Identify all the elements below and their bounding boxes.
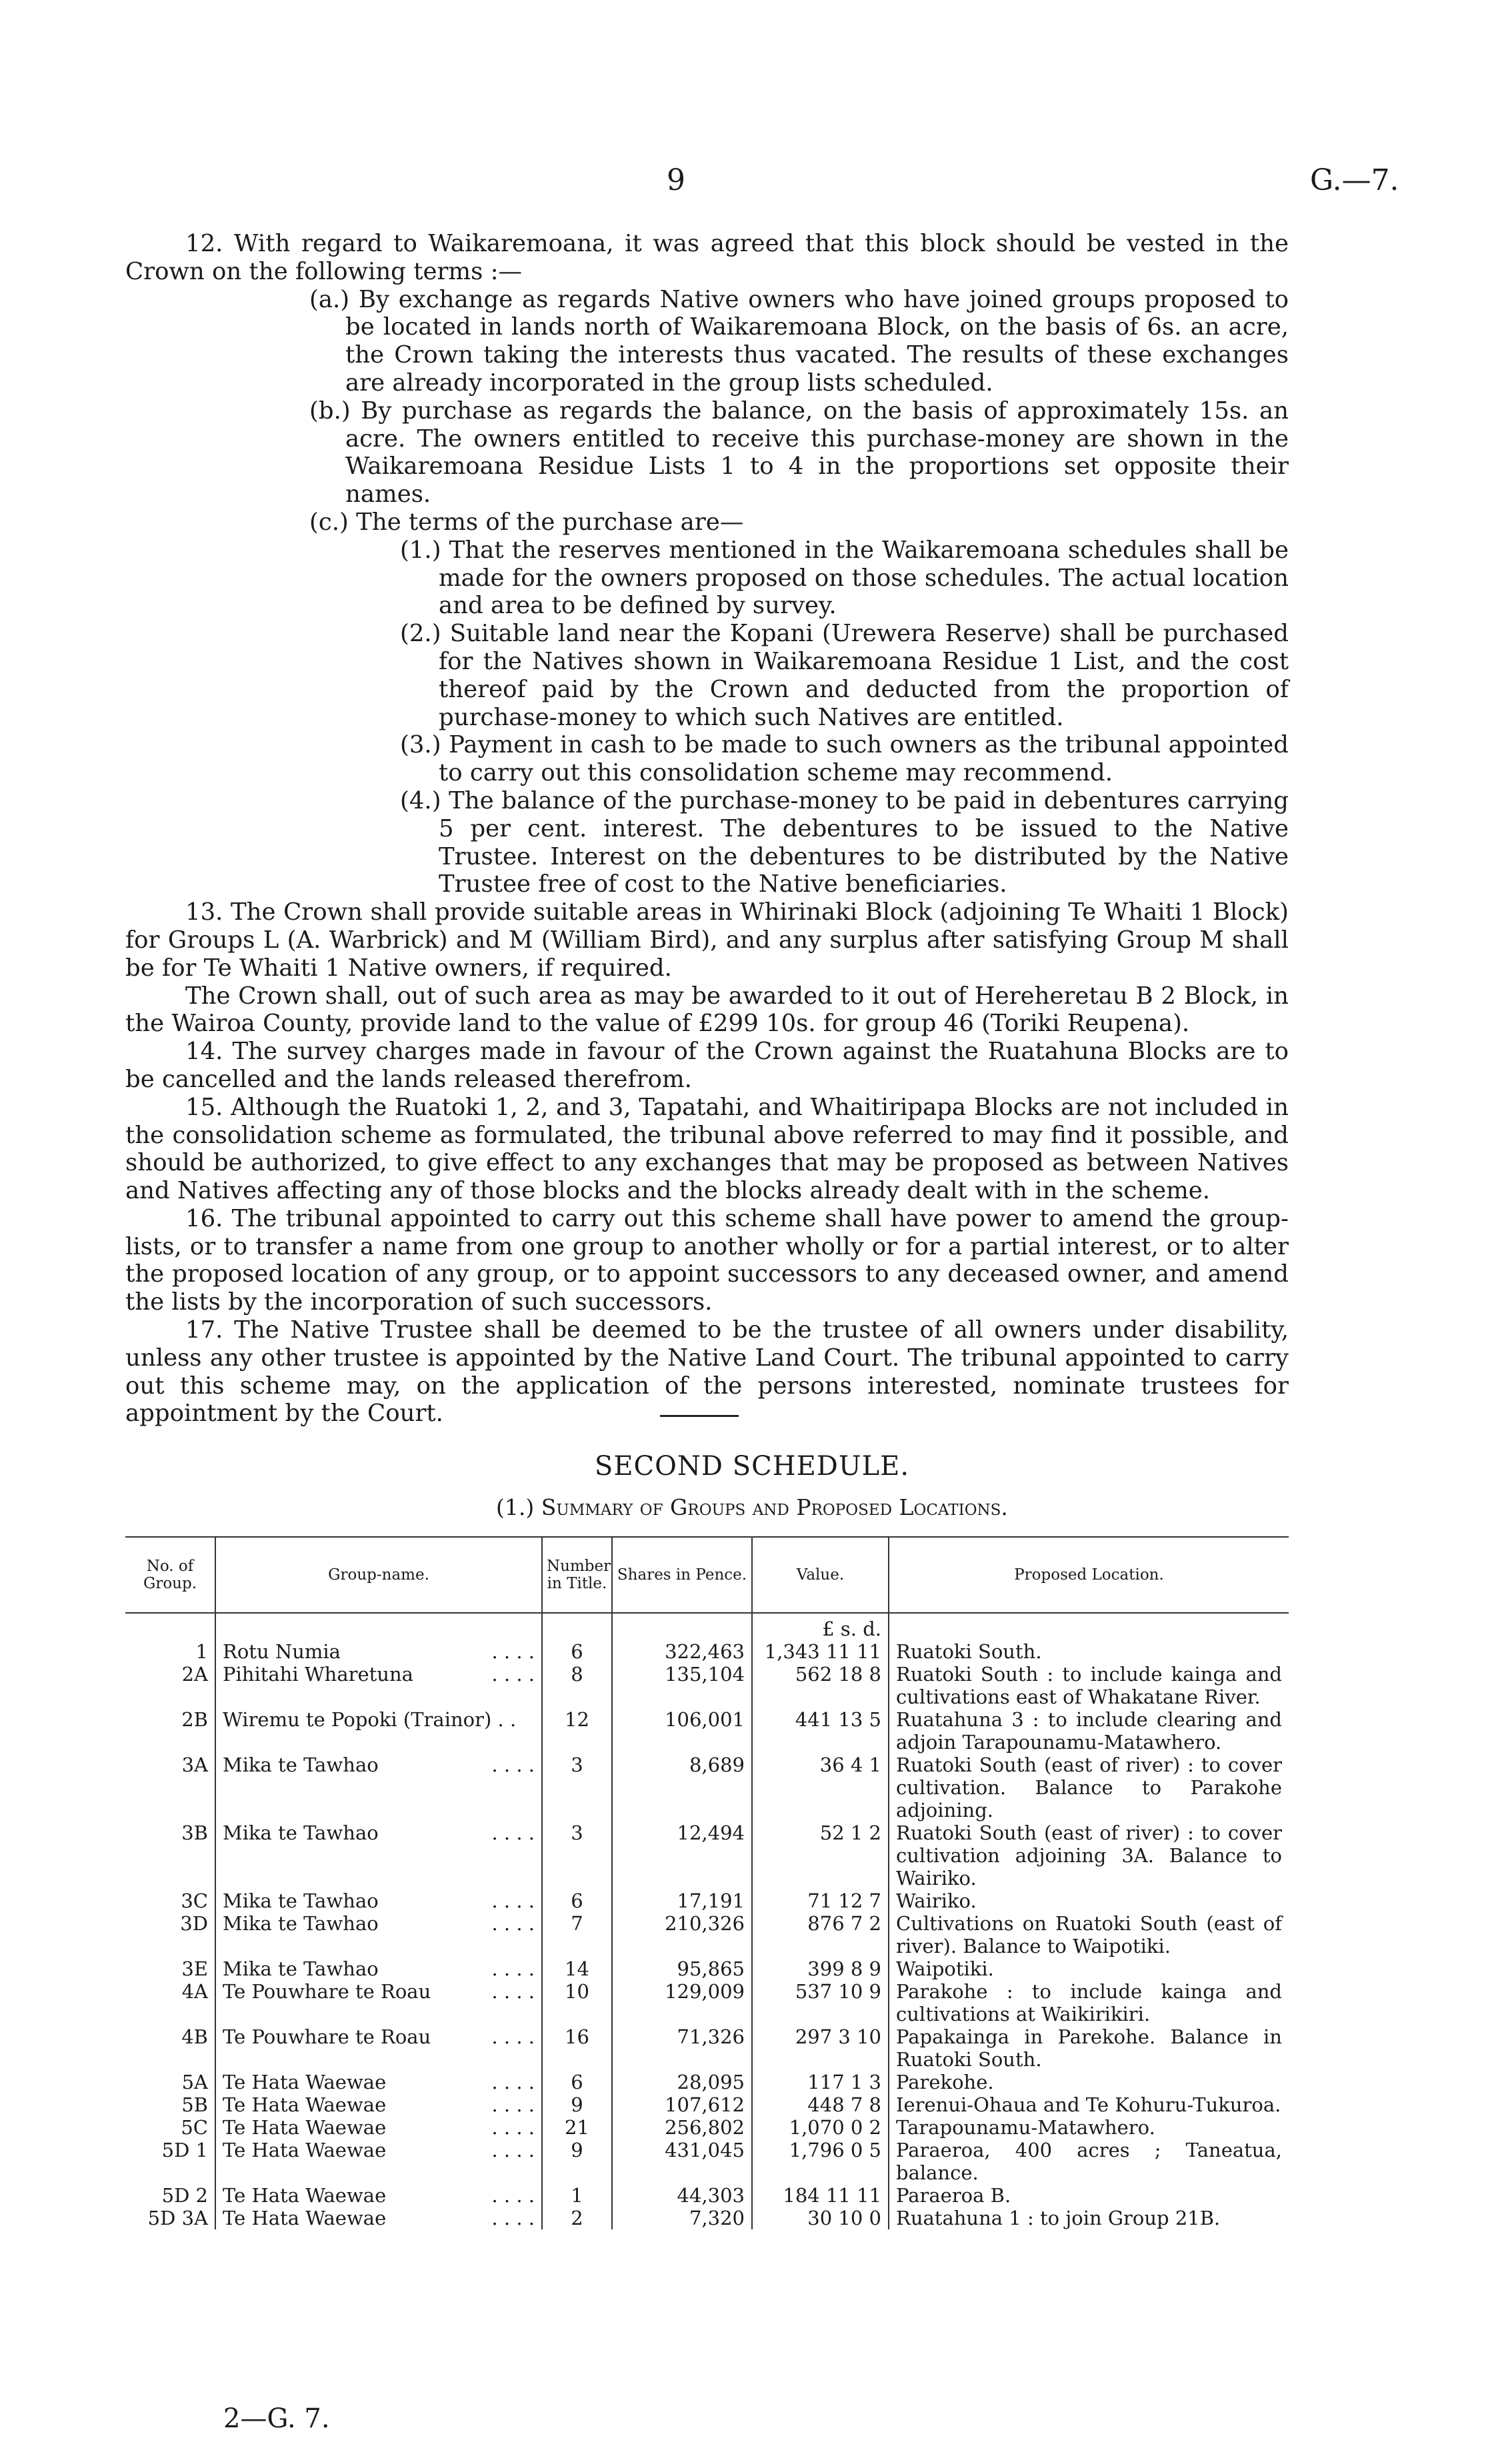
- proposed-location: Wairiko.: [896, 1889, 977, 1912]
- number-in-title-cell: [542, 1980, 612, 2025]
- group-name-cell: [215, 1889, 542, 1912]
- footer-signature-code: 2—G. 7.: [223, 2403, 330, 2434]
- proposed-location-cell: [889, 2093, 1289, 2116]
- shares-in-pence-cell: [612, 2139, 752, 2184]
- number-in-title-cell: [542, 1708, 612, 1754]
- paragraph-16: 16. The tribunal appointed to carry out this scheme shall have power to amend the group-lists, or to transfer a name from one group to another wholly or for a partial interest, or to alter the proposed location of any group, or to appoint successors to any deceased owner, and amend the lists by the incorporation of such successors.: [125, 1204, 1289, 1316]
- proposed-location: Paraeroa B.: [896, 2184, 1011, 2207]
- table-row: [125, 1754, 1289, 1822]
- number-in-title-cell: [542, 2116, 612, 2139]
- paragraph-14: 14. The survey charges made in favour of the Crown against the Ruatahuna Blocks are to be cancelled and the lands released therefrom.: [125, 1038, 1289, 1093]
- table-row: [125, 2093, 1289, 2116]
- table-row: [125, 1822, 1289, 1889]
- value-cell: [752, 1640, 889, 1663]
- proposed-location-cell: [889, 1640, 1289, 1663]
- group-name: Wiremu te Popoki (Trainor) . .: [223, 1708, 517, 1731]
- value-cell: [752, 1754, 889, 1822]
- shares-in-pence: 7,320: [689, 2207, 745, 2229]
- table-row: [125, 2071, 1289, 2093]
- leader-dots: . . . .: [491, 2184, 535, 2207]
- proposed-location: Cultivations on Ruatoki South (east of river). Balance to Waipotiki.: [896, 1912, 1282, 1957]
- number-in-title: 7: [571, 1912, 583, 1935]
- proposed-location: Paraeroa, 400 acres ; Taneatua, balance.: [896, 2139, 1282, 2184]
- table-row: [125, 2184, 1289, 2207]
- number-in-title: 6: [571, 2071, 583, 2093]
- shares-in-pence: 322,463: [665, 1640, 745, 1663]
- paragraph-12: 12. With regard to Waikaremoana, it was agreed that this block should be vested in the Crown on the following terms :—: [125, 230, 1289, 285]
- schedule-title: SECOND SCHEDULE.: [594, 1451, 910, 1482]
- value-cell: [752, 1889, 889, 1912]
- value-units: £ s. d.: [752, 1613, 889, 1640]
- value: 117 1 3: [807, 2071, 881, 2093]
- group-name: Te Hata Waewae: [223, 2116, 387, 2139]
- proposed-location-cell: [889, 1822, 1289, 1889]
- group-no-cell: [125, 1822, 215, 1889]
- paragraph-15: 15. Although the Ruatoki 1, 2, and 3, Tapatahi, and Whaitiripapa Blocks are not included in the consolidation scheme as formulated, the tribunal above referred to may find it possible, and should be authorized, to give effect to any exchanges that may be proposed as between Natives and Natives affecting any of those blocks and the blocks already dealt with in the scheme.: [125, 1093, 1289, 1205]
- value: 1,343 11 11: [764, 1640, 881, 1663]
- number-in-title: 16: [565, 2025, 589, 2048]
- shares-in-pence-cell: [612, 1822, 752, 1889]
- group-name-cell: [215, 2139, 542, 2184]
- group-name-cell: [215, 1912, 542, 1957]
- group-name: Te Hata Waewae: [223, 2184, 387, 2207]
- shares-in-pence-cell: [612, 2184, 752, 2207]
- shares-in-pence: 44,303: [677, 2184, 745, 2207]
- shares-in-pence: 106,001: [665, 1708, 745, 1731]
- number-in-title: 14: [565, 1957, 589, 1980]
- value: 71 12 7: [807, 1889, 881, 1912]
- leader-dots: . . . .: [491, 1754, 535, 1776]
- leader-dots: . . . .: [491, 1980, 535, 2003]
- table-header-row: [125, 1537, 1289, 1613]
- shares-in-pence-cell: [612, 2093, 752, 2116]
- group-no: 5B: [181, 2093, 208, 2116]
- paragraph-12-c-4: (4.) The balance of the purchase-money to be paid in debentures carrying 5 per cent. interest. The debentures to be issued to the Native Trustee. Interest on the debentures to be distributed by the Native Trustee free of cost to the Native beneficiaries.: [400, 786, 1289, 898]
- header-number-in-title: Number in Title.: [542, 1537, 612, 1613]
- paragraph-12-c-3: (3.) Payment in cash to be made to such owners as the tribunal appointed to carry out this consolidation scheme may recommend.: [400, 731, 1289, 787]
- shares-in-pence-cell: [612, 2207, 752, 2229]
- group-no-cell: [125, 1754, 215, 1822]
- shares-in-pence-cell: [612, 1980, 752, 2025]
- proposed-location: Ruatoki South : to include kainga and cultivations east of Whakatane River.: [896, 1663, 1282, 1708]
- number-in-title-cell: [542, 1912, 612, 1957]
- number-in-title-cell: [542, 2071, 612, 2093]
- group-no-cell: [125, 1957, 215, 1980]
- group-no-cell: [125, 2093, 215, 2116]
- group-no: 1: [195, 1640, 208, 1663]
- header-group-name: Group-name.: [215, 1537, 542, 1613]
- leader-dots: . . . .: [491, 2071, 535, 2093]
- group-name-cell: [215, 1754, 542, 1822]
- proposed-location-cell: [889, 1912, 1289, 1957]
- shares-in-pence: 210,326: [665, 1912, 745, 1935]
- group-name-cell: [215, 1708, 542, 1754]
- value-cell: [752, 2093, 889, 2116]
- proposed-location-cell: [889, 1754, 1289, 1822]
- paragraph-13-b: The Crown shall, out of such area as may be awarded to it out of Hereheretau B 2 Block, in the Wairoa County, provide land to the value of £299 10s. for group 46 (Toriki Reupena).: [125, 982, 1289, 1038]
- proposed-location: Tarapounamu-Matawhero.: [896, 2116, 1155, 2139]
- group-name: Mika te Tawhao: [223, 1889, 379, 1912]
- proposed-location: Parakohe : to include kainga and cultivations at Waikirikiri.: [896, 1980, 1282, 2025]
- shares-in-pence-cell: [612, 1708, 752, 1754]
- value: 537 10 9: [795, 1980, 881, 2003]
- group-name-cell: [215, 2071, 542, 2093]
- table-row: [125, 2116, 1289, 2139]
- table-row: [125, 1912, 1289, 1957]
- number-in-title: 3: [571, 1822, 583, 1844]
- number-in-title: 6: [571, 1889, 583, 1912]
- group-no-cell: [125, 2116, 215, 2139]
- group-name: Te Hata Waewae: [223, 2139, 387, 2161]
- proposed-location: Papakainga in Parekohe. Balance in Ruatoki South.: [896, 2025, 1282, 2071]
- header-shares: Shares in Pence.: [612, 1537, 752, 1613]
- group-name: Mika te Tawhao: [223, 1754, 379, 1776]
- proposed-location: Ruatoki South.: [896, 1640, 1042, 1663]
- paragraph-12-c-1: (1.) That the reserves mentioned in the Waikaremoana schedules shall be made for the owners proposed on those schedules. The actual location and area to be defined by survey.: [400, 536, 1289, 620]
- group-name: Te Hata Waewae: [223, 2071, 387, 2093]
- paragraph-12-c-2: (2.) Suitable land near the Kopani (Urewera Reserve) shall be purchased for the Natives shown in Waikaremoana Residue 1 List, and the cost thereof paid by the Crown and deducted from the proportion of purchase-money to which such Natives are entitled.: [400, 620, 1289, 731]
- shares-in-pence-cell: [612, 2071, 752, 2093]
- shares-in-pence: 12,494: [677, 1822, 745, 1844]
- group-name-cell: [215, 2207, 542, 2229]
- number-in-title-cell: [542, 2093, 612, 2116]
- group-no: 3B: [181, 1822, 208, 1844]
- number-in-title: 2: [571, 2207, 583, 2229]
- group-no-cell: [125, 1640, 215, 1663]
- document-reference: G.—7.: [1310, 163, 1399, 197]
- proposed-location: Waipotiki.: [896, 1957, 994, 1980]
- group-no-cell: [125, 1663, 215, 1708]
- proposed-location: Ruatahuna 3 : to include clearing and adjoin Tarapounamu-Matawhero.: [896, 1708, 1282, 1754]
- table-row: [125, 1640, 1289, 1663]
- shares-in-pence: 28,095: [677, 2071, 745, 2093]
- proposed-location: Ierenui-Ohaua and Te Kohuru-Tukuroa.: [896, 2093, 1281, 2116]
- group-no: 3D: [180, 1912, 208, 1935]
- leader-dots: . . . .: [491, 1640, 535, 1663]
- number-in-title-cell: [542, 1754, 612, 1822]
- number-in-title-cell: [542, 2025, 612, 2071]
- leader-dots: . . . .: [491, 2025, 535, 2048]
- group-name-cell: [215, 1640, 542, 1663]
- group-no: 5D 2: [161, 2184, 208, 2207]
- shares-in-pence-cell: [612, 1957, 752, 1980]
- value: 448 7 8: [807, 2093, 881, 2116]
- value: 441 13 5: [795, 1708, 881, 1731]
- number-in-title: 6: [571, 1640, 583, 1663]
- paragraph-12-a: (a.) By exchange as regards Native owners who have joined groups proposed to be located in lands north of Waikaremoana Block, on the basis of 6s. an acre, the Crown taking the interests thus vacated. The results of these exchanges are already incorporated in the group lists scheduled.: [309, 285, 1289, 397]
- proposed-location: Ruatoki South (east of river) : to cover cultivation. Balance to Parakohe adjoining.: [896, 1754, 1282, 1822]
- shares-in-pence: 256,802: [665, 2116, 745, 2139]
- shares-in-pence: 107,612: [665, 2093, 745, 2116]
- table-row: [125, 1957, 1289, 1980]
- number-in-title-cell: [542, 2207, 612, 2229]
- group-name: Te Hata Waewae: [223, 2207, 387, 2229]
- group-no: 3C: [181, 1889, 208, 1912]
- number-in-title-cell: [542, 1889, 612, 1912]
- shares-in-pence-cell: [612, 2025, 752, 2071]
- paragraph-12-c: (c.) The terms of the purchase are—: [309, 508, 744, 536]
- table-row: [125, 1889, 1289, 1912]
- value: 562 18 8: [795, 1663, 881, 1686]
- proposed-location-cell: [889, 2139, 1289, 2184]
- value-cell: [752, 1957, 889, 1980]
- paragraph-13: 13. The Crown shall provide suitable areas in Whirinaki Block (adjoining Te Whaiti 1 Block) for Groups L (A. Warbrick) and M (William Bird), and any surplus after satisfying Group M shall be for Te Whaiti 1 Native owners, if required.: [125, 898, 1289, 982]
- table-row: [125, 2025, 1289, 2071]
- number-in-title: 9: [571, 2139, 583, 2161]
- leader-dots: . . . .: [491, 1957, 535, 1980]
- number-in-title-cell: [542, 1663, 612, 1708]
- value-cell: [752, 2207, 889, 2229]
- group-name: Mika te Tawhao: [223, 1822, 379, 1844]
- group-name-cell: [215, 2116, 542, 2139]
- group-name-cell: [215, 1663, 542, 1708]
- group-name: Te Hata Waewae: [223, 2093, 387, 2116]
- group-no: 5A: [181, 2071, 208, 2093]
- body-text: [125, 230, 1289, 1428]
- proposed-location-cell: [889, 2071, 1289, 2093]
- value: 184 11 11: [783, 2184, 881, 2207]
- value: 1,796 0 5: [789, 2139, 881, 2161]
- proposed-location-cell: [889, 1889, 1289, 1912]
- group-no: 5C: [181, 2116, 208, 2139]
- shares-in-pence: 95,865: [677, 1957, 745, 1980]
- group-name-cell: [215, 1957, 542, 1980]
- proposed-location-cell: [889, 2184, 1289, 2207]
- group-name: Mika te Tawhao: [223, 1912, 379, 1935]
- section-divider: [660, 1415, 739, 1417]
- paragraph-12-b: (b.) By purchase as regards the balance, on the basis of approximately 15s. an acre. The owners entitled to receive this purchase-money are shown in the Waikaremoana Residue Lists 1 to 4 in the proportions set opposite their names.: [309, 397, 1289, 509]
- number-in-title-cell: [542, 2139, 612, 2184]
- leader-dots: . . . .: [491, 1889, 535, 1912]
- page-number: 9: [667, 163, 685, 197]
- number-in-title: 10: [565, 1980, 589, 2003]
- group-no: 3A: [181, 1754, 208, 1776]
- number-in-title-cell: [542, 2184, 612, 2207]
- value: 36 4 1: [819, 1754, 881, 1776]
- group-no-cell: [125, 2025, 215, 2071]
- proposed-location-cell: [889, 2025, 1289, 2071]
- leader-dots: . . . .: [491, 2116, 535, 2139]
- header-location: Proposed Location.: [889, 1537, 1289, 1613]
- group-no: 2A: [181, 1663, 208, 1686]
- shares-in-pence-cell: [612, 2116, 752, 2139]
- leader-dots: . . . .: [491, 2093, 535, 2116]
- value: 399 8 9: [807, 1957, 881, 1980]
- header-group-no: No. of Group.: [125, 1537, 215, 1613]
- value-cell: [752, 2071, 889, 2093]
- group-no: 4A: [181, 1980, 208, 2003]
- value-cell: [752, 2025, 889, 2071]
- shares-in-pence: 17,191: [677, 1889, 745, 1912]
- group-no: 2B: [181, 1708, 208, 1731]
- value: 876 7 2: [807, 1912, 881, 1935]
- table-row: [125, 1708, 1289, 1754]
- proposed-location-cell: [889, 1957, 1289, 1980]
- value-cell: [752, 2139, 889, 2184]
- proposed-location-cell: [889, 2116, 1289, 2139]
- units-row: [125, 1613, 1289, 1640]
- value-cell: [752, 2116, 889, 2139]
- group-no: 4B: [181, 2025, 208, 2048]
- leader-dots: . . . .: [491, 2139, 535, 2161]
- leader-dots: . . . .: [491, 1822, 535, 1844]
- leader-dots: . . . .: [491, 2207, 535, 2229]
- group-name-cell: [215, 1980, 542, 2025]
- paragraph-17: 17. The Native Trustee shall be deemed to be the trustee of all owners under disability, unless any other trustee is appointed by the Native Land Court. The tribunal appointed to carry out this scheme may, on the application of the persons interested, nominate trustees for appointment by the Court.: [125, 1316, 1289, 1428]
- group-no-cell: [125, 2184, 215, 2207]
- shares-in-pence: 135,104: [665, 1663, 745, 1686]
- number-in-title-cell: [542, 1822, 612, 1889]
- value: 52 1 2: [819, 1822, 881, 1844]
- group-no-cell: [125, 2071, 215, 2093]
- value-cell: [752, 1708, 889, 1754]
- proposed-location: Ruatahuna 1 : to join Group 21B.: [896, 2207, 1221, 2229]
- value: 297 3 10: [795, 2025, 881, 2048]
- group-no-cell: [125, 2139, 215, 2184]
- group-no-cell: [125, 1889, 215, 1912]
- shares-in-pence-cell: [612, 1754, 752, 1822]
- shares-in-pence: 431,045: [665, 2139, 745, 2161]
- proposed-location: Parekohe.: [896, 2071, 994, 2093]
- schedule-table: [125, 1536, 1289, 2229]
- group-name-cell: [215, 2093, 542, 2116]
- value-cell: [752, 1663, 889, 1708]
- value-cell: [752, 1912, 889, 1957]
- leader-dots: . . . .: [491, 1663, 535, 1686]
- group-no-cell: [125, 1708, 215, 1754]
- schedule-subtitle: (1.) Summary of Groups and Proposed Locations.: [496, 1494, 1008, 1520]
- group-name-cell: [215, 2025, 542, 2071]
- number-in-title: 12: [565, 1708, 589, 1731]
- group-no-cell: [125, 2207, 215, 2229]
- group-name: Te Pouwhare te Roau: [223, 1980, 431, 2003]
- number-in-title-cell: [542, 1957, 612, 1980]
- group-no: 5D 3A: [147, 2207, 208, 2229]
- group-name-cell: [215, 2184, 542, 2207]
- table-row: [125, 1980, 1289, 2025]
- shares-in-pence: 129,009: [665, 1980, 745, 2003]
- leader-dots: . . . .: [491, 1912, 535, 1935]
- shares-in-pence-cell: [612, 1912, 752, 1957]
- table-row: [125, 2207, 1289, 2229]
- group-name-cell: [215, 1822, 542, 1889]
- value: 30 10 0: [807, 2207, 881, 2229]
- value-cell: [752, 1822, 889, 1889]
- group-no: 3E: [181, 1957, 208, 1980]
- group-no: 5D 1: [161, 2139, 208, 2161]
- number-in-title: 9: [571, 2093, 583, 2116]
- number-in-title: 3: [571, 1754, 583, 1776]
- group-name: Pihitahi Wharetuna: [223, 1663, 413, 1686]
- shares-in-pence: 8,689: [689, 1754, 745, 1776]
- number-in-title: 21: [565, 2116, 589, 2139]
- number-in-title: 1: [571, 2184, 583, 2207]
- proposed-location-cell: [889, 1663, 1289, 1708]
- table-row: [125, 2139, 1289, 2184]
- number-in-title-cell: [542, 1640, 612, 1663]
- group-no-cell: [125, 1980, 215, 2025]
- group-no-cell: [125, 1912, 215, 1957]
- proposed-location-cell: [889, 1980, 1289, 2025]
- group-name: Te Pouwhare te Roau: [223, 2025, 431, 2048]
- group-name: Rotu Numia: [223, 1640, 341, 1663]
- number-in-title: 8: [571, 1663, 583, 1686]
- group-name: Mika te Tawhao: [223, 1957, 379, 1980]
- value-cell: [752, 1980, 889, 2025]
- shares-in-pence-cell: [612, 1663, 752, 1708]
- value: 1,070 0 2: [789, 2116, 881, 2139]
- proposed-location-cell: [889, 1708, 1289, 1754]
- proposed-location-cell: [889, 2207, 1289, 2229]
- shares-in-pence-cell: [612, 1889, 752, 1912]
- value-cell: [752, 2184, 889, 2207]
- shares-in-pence-cell: [612, 1640, 752, 1663]
- shares-in-pence: 71,326: [677, 2025, 745, 2048]
- table-row: [125, 1663, 1289, 1708]
- proposed-location: Ruatoki South (east of river) : to cover cultivation adjoining 3A. Balance to Wairiko.: [896, 1822, 1282, 1889]
- header-value: Value.: [752, 1537, 889, 1613]
